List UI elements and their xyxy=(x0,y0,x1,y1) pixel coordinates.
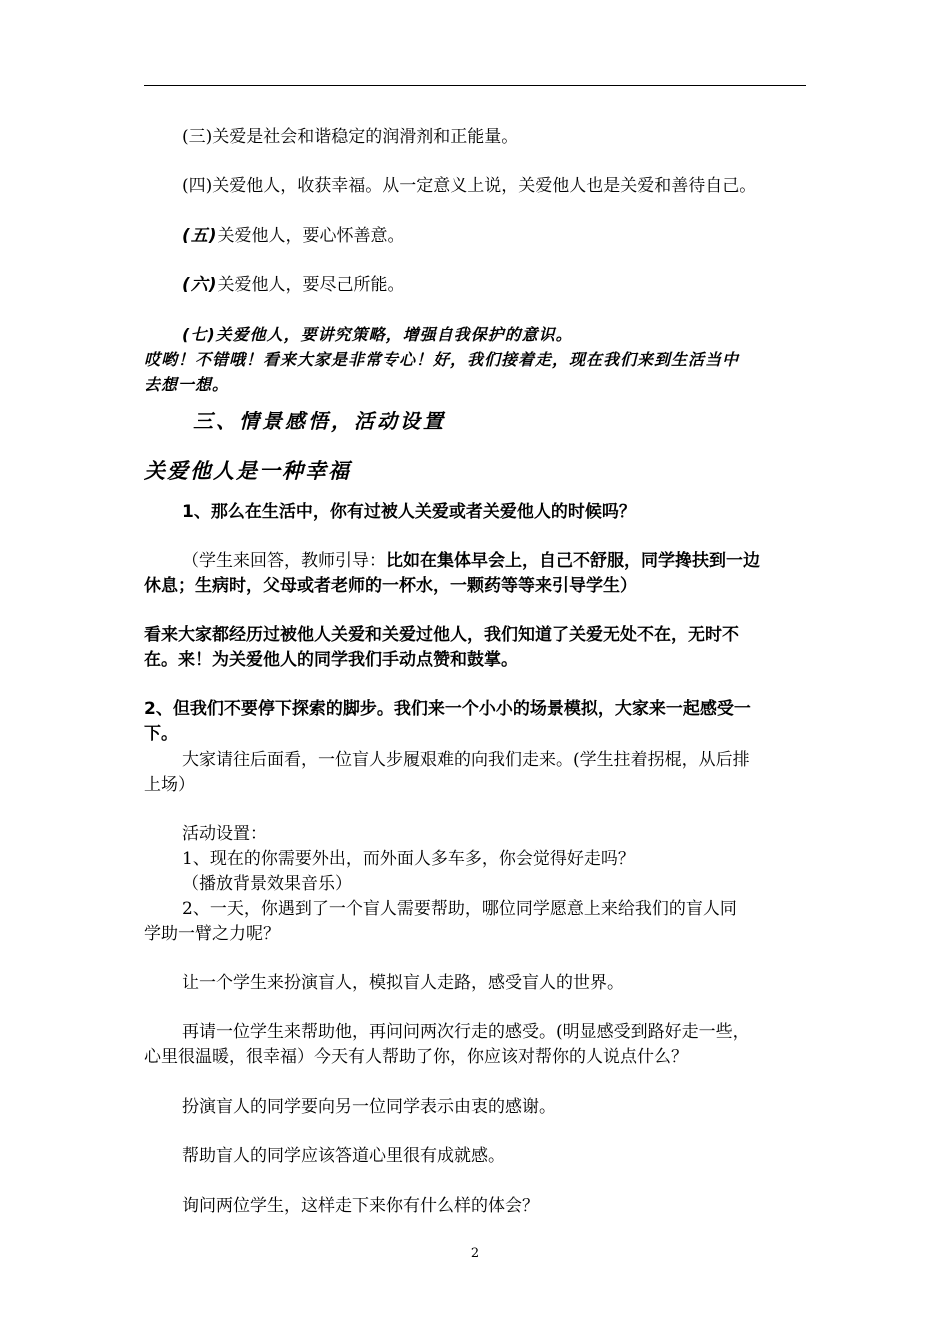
help-line-2: 心里很温暖，很幸福）今天有人帮助了你，你应该对帮你的人说点什么？ xyxy=(144,1047,688,1067)
activity-music: （播放背景效果音乐） xyxy=(182,874,352,894)
help-line-1: 再请一位学生来帮助他，再问问两次行走的感受。(明显感受到路好走一些， xyxy=(182,1022,750,1042)
point-3: (三)关爱是社会和谐稳定的润滑剂和正能量。 xyxy=(182,127,519,147)
point-5-text: 关爱他人，要心怀善意。 xyxy=(217,226,405,246)
activity-item-2-line-2: 学助一臂之力呢？ xyxy=(144,924,280,944)
point-4: (四)关爱他人，收获幸福。从一定意义上说，关爱他人也是关爱和善待自己。 xyxy=(182,176,757,196)
reply-line: 帮助盲人的同学应该答道心里很有成就感。 xyxy=(182,1146,505,1166)
activity-item-2-line-1: 2、一天，你遇到了一个盲人需要帮助，哪位同学愿意上来给我们的盲人同 xyxy=(182,899,737,919)
point-5 xyxy=(144,224,808,248)
page-number: 2 xyxy=(470,1246,480,1261)
ask-line: 询问两位学生，这样走下来你有什么样的体会？ xyxy=(182,1196,539,1216)
point-7: (七)关爱他人，要讲究策略，增强自我保护的意识。 xyxy=(182,325,573,344)
topic-heading: 关爱他人是一种幸福 xyxy=(144,459,351,483)
answer-example: 比如在集体早会上，自己不舒服，同学搀扶到一边 xyxy=(386,551,760,571)
activity-title: 活动设置： xyxy=(182,824,267,844)
point-6 xyxy=(144,273,808,297)
summary-line-1: 看来大家都经历过被他人关爱和关爱过他人，我们知道了关爱无处不在，无时不 xyxy=(144,625,739,645)
question-2-line-1: 2、但我们不要停下探索的脚步。我们来一个小小的场景模拟，大家来一起感受一 xyxy=(144,699,751,719)
section-heading: 三、情景感悟，活动设置 xyxy=(193,409,446,433)
activity-item-1: 1、现在的你需要外出，而外面人多车多，你会觉得好走吗？ xyxy=(182,849,635,869)
question-1-answer-line-2: 休息；生病时，父母或者老师的一杯水，一颗药等等来引导学生） xyxy=(144,576,637,596)
point-6-text: 关爱他人，要尽己所能。 xyxy=(217,275,405,295)
point-6-mark: (六) xyxy=(182,275,218,295)
point-5-mark: (五) xyxy=(182,226,218,246)
question-2-line-2: 下。 xyxy=(144,724,178,744)
scene-line-2: 上场） xyxy=(144,775,195,795)
header-rule xyxy=(144,85,806,86)
transition-line-2: 去想一想。 xyxy=(144,375,230,394)
role-play: 让一个学生来扮演盲人，模拟盲人走路，感受盲人的世界。 xyxy=(182,973,624,993)
thanks-line: 扮演盲人的同学要向另一位同学表示由衷的感谢。 xyxy=(182,1097,556,1117)
question-1: 1、那么在生活中，你有过被人关爱或者关爱他人的时候吗？ xyxy=(182,502,636,522)
question-1-answer-line-1 xyxy=(144,549,808,573)
scene-line-1: 大家请往后面看，一位盲人步履艰难的向我们走来。(学生拄着拐棍，从后排 xyxy=(182,750,750,770)
summary-line-2: 在。来！为关爱他人的同学我们手动点赞和鼓掌。 xyxy=(144,650,518,670)
transition-line-1: 哎哟！不错哦！看来大家是非常专心！好，我们接着走，现在我们来到生活当中 xyxy=(144,350,740,369)
answer-guidance: （学生来回答，教师引导： xyxy=(182,551,386,571)
